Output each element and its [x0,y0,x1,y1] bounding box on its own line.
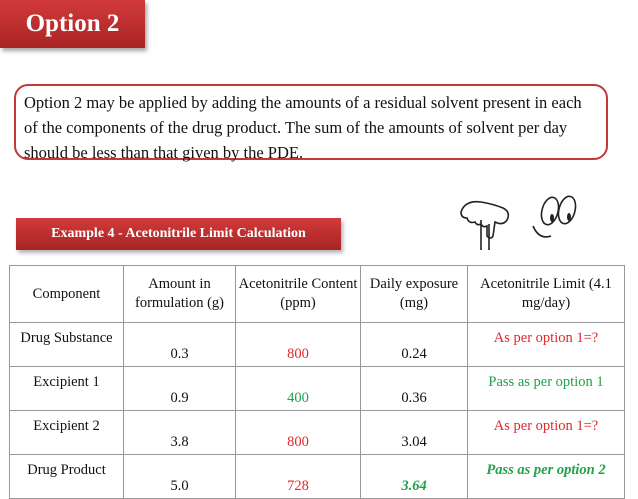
table-row [10,323,625,367]
cell-exposure: 0.24 [361,323,468,367]
cell-content: 728 [236,455,361,499]
cell-limit: As per option 1=? [468,411,625,455]
acetonitrile-table [9,265,625,499]
cell-amount: 0.3 [124,323,236,367]
header-limit: Acetonitrile Limit (4.1 mg/day) [468,266,625,323]
header-component: Component [10,266,124,323]
cell-exposure: 3.04 [361,411,468,455]
header-content: Acetonitrile Content (ppm) [236,266,361,323]
table-row [10,455,625,499]
cell-exposure: 0.36 [361,367,468,411]
cell-component: Drug Substance [10,323,124,367]
header-exposure: Daily exposure (mg) [361,266,468,323]
example-banner: Example 4 - Acetonitrile Limit Calculation [16,218,341,250]
slide-title: Option 2 [0,0,145,48]
explanation-box: Option 2 may be applied by adding the amounts of a residual solvent present in each of the components of the drug product. The sum of the amounts of solvent per day should be less than that given by the PDE. [14,84,608,160]
cell-content: 800 [236,411,361,455]
cell-exposure: 3.64 [361,455,468,499]
cell-amount: 0.9 [124,367,236,411]
cell-component: Excipient 1 [10,367,124,411]
cell-limit: Pass as per option 2 [468,455,625,499]
cell-component: Drug Product [10,455,124,499]
table-row [10,411,625,455]
cell-limit: As per option 1=? [468,323,625,367]
cell-amount: 5.0 [124,455,236,499]
cell-limit: Pass as per option 1 [468,367,625,411]
cell-amount: 3.8 [124,411,236,455]
header-amount: Amount in formulation (g) [124,266,236,323]
table-header-row [10,266,625,323]
cell-component: Excipient 2 [10,411,124,455]
table-row [10,367,625,411]
cell-content: 800 [236,323,361,367]
pointing-hand-eyes-icon [455,190,585,250]
cell-content: 400 [236,367,361,411]
